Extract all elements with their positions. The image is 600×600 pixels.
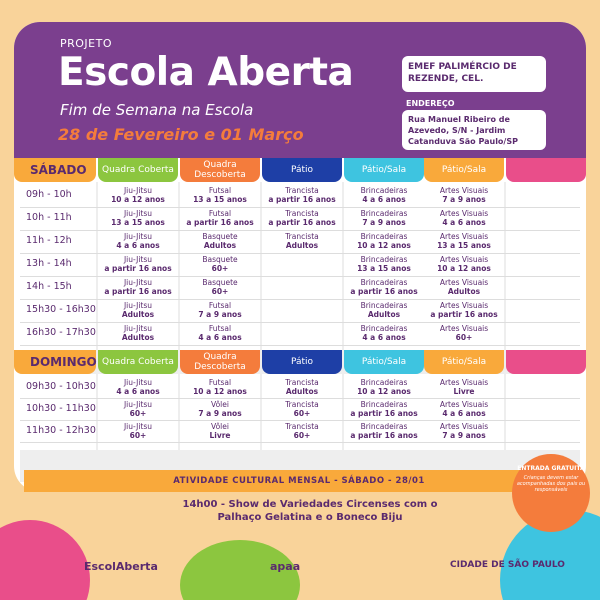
activity-name: Artes Visuais	[439, 400, 489, 409]
activity-audience: 4 a 6 anos	[198, 333, 242, 342]
activity-audience: 60+	[293, 409, 311, 418]
activity-name: Futsal	[208, 324, 232, 333]
sunday-time-slot: 11h30 - 12h30	[26, 425, 96, 436]
activity-audience: Adultos	[121, 310, 155, 319]
activity-name: Brincadeiras	[360, 255, 408, 264]
sunday-activity-cell	[262, 422, 342, 440]
sunday-activity-cell	[344, 378, 424, 396]
sunday-row-divider	[20, 398, 580, 399]
sunday-activity-cell	[424, 422, 504, 440]
activity-audience: Adultos	[285, 241, 319, 250]
saturday-activity-cell	[98, 209, 178, 227]
saturday-time-slot: 13h - 14h	[26, 258, 72, 269]
saturday-activity-cell	[344, 255, 424, 273]
activity-name: Jiu-Jitsu	[123, 209, 153, 218]
saturday-activity-cell	[180, 278, 260, 296]
saturday-activity-cell	[262, 209, 342, 227]
activity-name: Futsal	[208, 209, 232, 218]
saturday-activity-cell	[180, 232, 260, 250]
cultural-banner: ATIVIDADE CULTURAL MENSAL - SÁBADO - 28/01	[24, 470, 574, 492]
saturday-activity-cell	[344, 278, 424, 296]
saturday-time-slot: 16h30 - 17h30	[26, 327, 96, 338]
activity-audience: 7 a 9 anos	[442, 431, 486, 440]
sunday-column-header: Pátio	[262, 350, 342, 374]
activity-name: Artes Visuais	[439, 209, 489, 218]
activity-audience: Livre	[209, 431, 231, 440]
activity-audience: Adultos	[285, 387, 319, 396]
sunday-activity-cell	[180, 378, 260, 396]
activity-name: Futsal	[208, 186, 232, 195]
sunday-column-header: Quadra Descoberta	[180, 350, 260, 374]
sunday-column-header: Quadra Coberta	[98, 350, 178, 374]
saturday-activity-cell	[180, 255, 260, 273]
activity-audience: a partir 16 anos	[350, 287, 418, 296]
activity-audience: a partir 16 anos	[268, 195, 336, 204]
sunday-activity-cell	[180, 422, 260, 440]
logo-escola-aberta: EscolAberta	[84, 560, 158, 573]
saturday-row-divider	[20, 253, 580, 254]
saturday-activity-cell	[424, 232, 504, 250]
saturday-activity-cell	[98, 324, 178, 342]
activity-name: Futsal	[208, 301, 232, 310]
activity-audience: a partir 16 anos	[186, 218, 254, 227]
saturday-activity-cell	[344, 186, 424, 204]
activity-name: Basquete	[202, 255, 238, 264]
saturday-time-slot: 14h - 15h	[26, 281, 72, 292]
sunday-label: DOMINGO	[14, 350, 96, 374]
activity-audience: 7 a 9 anos	[362, 218, 406, 227]
saturday-activity-cell	[262, 232, 342, 250]
activity-audience: 13 a 15 anos	[437, 241, 491, 250]
activity-audience: a partir 16 anos	[350, 409, 418, 418]
activity-name: Brincadeiras	[360, 400, 408, 409]
saturday-row-divider	[20, 345, 580, 346]
project-label: PROJETO	[60, 37, 113, 50]
activity-audience: Adultos	[447, 287, 481, 296]
activity-name: Artes Visuais	[439, 255, 489, 264]
activity-name: Basquete	[202, 232, 238, 241]
activity-name: Jiu-Jitsu	[123, 400, 153, 409]
saturday-activity-cell	[424, 255, 504, 273]
saturday-activity-cell	[424, 324, 504, 342]
sunday-time-slot: 10h30 - 11h30	[26, 403, 96, 414]
badge-title: ENTRADA GRATUITA	[517, 465, 585, 472]
activity-audience: a partir 16 anos	[104, 287, 172, 296]
activity-audience: 10 a 12 anos	[111, 195, 165, 204]
activity-name: Artes Visuais	[439, 324, 489, 333]
saturday-activity-cell	[344, 232, 424, 250]
saturday-column-header: Pátio/Sala	[424, 158, 504, 182]
sunday-activity-cell	[98, 378, 178, 396]
sunday-activity-cell	[424, 400, 504, 418]
activity-audience: a partir 16 anos	[268, 218, 336, 227]
activity-name: Jiu-Jitsu	[123, 278, 153, 287]
sunday-activity-cell	[98, 400, 178, 418]
event-date: 28 de Fevereiro e 01 Março	[58, 125, 304, 144]
activity-name: Trancista	[285, 209, 319, 218]
saturday-column-header: Pátio	[262, 158, 342, 182]
activity-audience: 13 a 15 anos	[193, 195, 247, 204]
activity-name: Jiu-Jitsu	[123, 378, 153, 387]
activity-name: Artes Visuais	[439, 232, 489, 241]
activity-name: Artes Visuais	[439, 422, 489, 431]
activity-name: Trancista	[285, 422, 319, 431]
activity-audience: 60+	[455, 333, 473, 342]
sunday-activity-cell	[180, 400, 260, 418]
activity-audience: Adultos	[203, 241, 237, 250]
saturday-row-divider	[20, 276, 580, 277]
saturday-activity-cell	[98, 255, 178, 273]
saturday-activity-cell	[424, 186, 504, 204]
activity-name: Jiu-Jitsu	[123, 186, 153, 195]
activity-name: Brincadeiras	[360, 232, 408, 241]
saturday-time-slot: 09h - 10h	[26, 189, 72, 200]
activity-name: Brincadeiras	[360, 422, 408, 431]
saturday-activity-cell	[180, 209, 260, 227]
activity-name: Trancista	[285, 378, 319, 387]
sunday-activity-cell	[424, 378, 504, 396]
sunday-column-header	[506, 350, 586, 374]
activity-audience: 60+	[211, 264, 229, 273]
sunday-row-divider	[20, 442, 580, 443]
saturday-column-header: Pátio/Sala	[344, 158, 424, 182]
saturday-activity-cell	[424, 209, 504, 227]
header	[14, 22, 586, 158]
activity-audience: a partir 16 anos	[430, 310, 498, 319]
saturday-column-header	[506, 158, 586, 182]
activity-name: Jiu-Jitsu	[123, 255, 153, 264]
activity-name: Vôlei	[211, 400, 229, 409]
activity-audience: 4 a 6 anos	[442, 409, 486, 418]
logo-sao-paulo: CIDADE DE SÃO PAULO	[450, 560, 565, 570]
activity-name: Brincadeiras	[360, 209, 408, 218]
saturday-activity-cell	[344, 209, 424, 227]
activity-audience: 4 a 6 anos	[442, 218, 486, 227]
activity-name: Brincadeiras	[360, 278, 408, 287]
activity-audience: 13 a 15 anos	[357, 264, 411, 273]
sunday-activity-cell	[262, 378, 342, 396]
activity-audience: Adultos	[121, 333, 155, 342]
activity-name: Brincadeiras	[360, 301, 408, 310]
sunday-activity-cell	[98, 422, 178, 440]
activity-audience: 10 a 12 anos	[357, 387, 411, 396]
activity-name: Jiu-Jitsu	[123, 324, 153, 333]
cultural-text: 14h00 - Show de Variedades Circenses com o Palhaço Gelatina e o Boneco Biju	[182, 499, 438, 523]
activity-audience: 13 a 15 anos	[111, 218, 165, 227]
activity-audience: 10 a 12 anos	[357, 241, 411, 250]
saturday-time-slot: 10h - 11h	[26, 212, 72, 223]
activity-audience: Adultos	[367, 310, 401, 319]
saturday-label: SÁBADO	[14, 158, 96, 182]
free-entry-badge	[512, 454, 590, 532]
sunday-activity-cell	[262, 400, 342, 418]
activity-audience: a partir 16 anos	[104, 264, 172, 273]
activity-audience: 60+	[211, 287, 229, 296]
activity-name: Brincadeiras	[360, 378, 408, 387]
saturday-activity-cell	[344, 324, 424, 342]
activity-name: Vôlei	[211, 422, 229, 431]
activity-audience: a partir 16 anos	[350, 431, 418, 440]
activity-audience: 10 a 12 anos	[437, 264, 491, 273]
schedule-card	[14, 22, 586, 492]
saturday-activity-cell	[98, 232, 178, 250]
sunday-row-divider	[20, 420, 580, 421]
address: Rua Manuel Ribeiro de Azevedo, S/N - Jardim Catanduva São Paulo/SP	[402, 110, 546, 150]
saturday-time-slot: 11h - 12h	[26, 235, 72, 246]
saturday-activity-cell	[98, 278, 178, 296]
activity-audience: 10 a 12 anos	[193, 387, 247, 396]
activity-audience: 7 a 9 anos	[198, 409, 242, 418]
activity-audience: 4 a 6 anos	[116, 241, 160, 250]
saturday-time-slot: 15h30 - 16h30	[26, 304, 96, 315]
activity-name: Trancista	[285, 186, 319, 195]
activity-audience: 7 a 9 anos	[442, 195, 486, 204]
saturday-activity-cell	[98, 186, 178, 204]
saturday-row-divider	[20, 299, 580, 300]
sunday-column-header: Pátio/Sala	[424, 350, 504, 374]
activity-audience: 60+	[129, 431, 147, 440]
saturday-row-divider	[20, 322, 580, 323]
activity-name: Trancista	[285, 400, 319, 409]
saturday-activity-cell	[262, 186, 342, 204]
activity-name: Brincadeiras	[360, 186, 408, 195]
activity-name: Jiu-Jitsu	[123, 301, 153, 310]
activity-audience: 60+	[293, 431, 311, 440]
activity-name: Artes Visuais	[439, 186, 489, 195]
activity-audience: 4 a 6 anos	[116, 387, 160, 396]
sunday-column-bg	[506, 374, 586, 450]
activity-audience: 60+	[129, 409, 147, 418]
sunday-activity-cell	[344, 400, 424, 418]
activity-name: Brincadeiras	[360, 324, 408, 333]
activity-name: Futsal	[208, 378, 232, 387]
activity-name: Basquete	[202, 278, 238, 287]
activity-name: Trancista	[285, 232, 319, 241]
address-label: ENDEREÇO	[406, 99, 455, 108]
subtitle: Fim de Semana na Escola	[60, 101, 254, 119]
activity-name: Artes Visuais	[439, 378, 489, 387]
school-name: EMEF PALIMÉRCIO DE REZENDE, CEL.	[402, 56, 546, 92]
activity-name: Jiu-Jitsu	[123, 232, 153, 241]
sunday-time-slot: 09h30 - 10h30	[26, 381, 96, 392]
activity-audience: 7 a 9 anos	[198, 310, 242, 319]
saturday-row-divider	[20, 230, 580, 231]
saturday-activity-cell	[180, 301, 260, 319]
bg-blob-left	[0, 520, 90, 600]
page-title: Escola Aberta	[58, 50, 354, 95]
saturday-activity-cell	[344, 301, 424, 319]
saturday-activity-cell	[424, 301, 504, 319]
saturday-column-header: Quadra Coberta	[98, 158, 178, 182]
saturday-activity-cell	[98, 301, 178, 319]
sunday-column-header: Pátio/Sala	[344, 350, 424, 374]
activity-name: Jiu-Jitsu	[123, 422, 153, 431]
activity-name: Artes Visuais	[439, 278, 489, 287]
logo-apaa: apaa	[270, 560, 301, 573]
saturday-activity-cell	[180, 186, 260, 204]
activity-audience: 4 a 6 anos	[362, 195, 406, 204]
activity-audience: 4 a 6 anos	[362, 333, 406, 342]
saturday-row-divider	[20, 207, 580, 208]
saturday-column-header: Quadra Descoberta	[180, 158, 260, 182]
activity-audience: Livre	[453, 387, 475, 396]
badge-note: Crianças devem estar acompanhadas dos pais ou responsáveis	[516, 475, 586, 493]
saturday-activity-cell	[180, 324, 260, 342]
sunday-activity-cell	[344, 422, 424, 440]
saturday-activity-cell	[424, 278, 504, 296]
activity-name: Artes Visuais	[439, 301, 489, 310]
